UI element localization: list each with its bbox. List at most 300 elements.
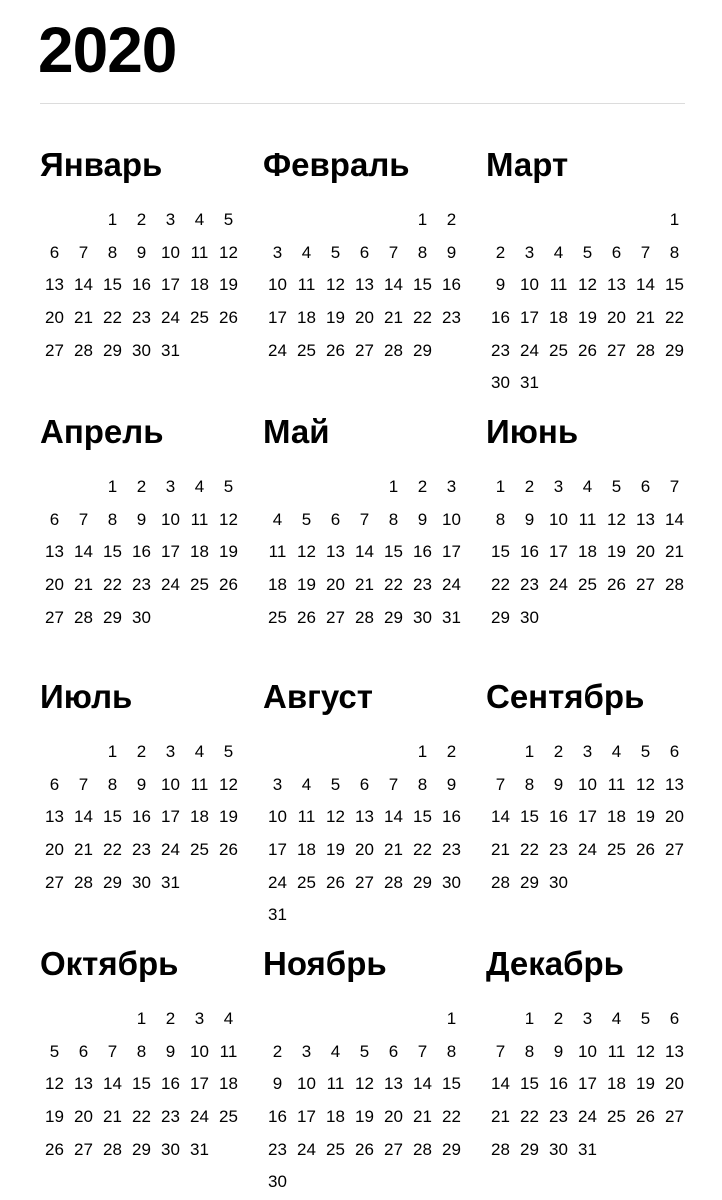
day-cell[interactable]: 13 — [45, 807, 64, 827]
day-cell[interactable]: 7 — [78, 509, 89, 529]
day-cell[interactable]: 5 — [611, 477, 622, 496]
day-cell[interactable]: 6 — [640, 477, 651, 496]
day-cell[interactable]: 18 — [297, 308, 316, 328]
day-cell[interactable]: 31 — [578, 1139, 597, 1159]
day-cell[interactable]: 18 — [297, 840, 316, 860]
day-cell[interactable]: 22 — [520, 840, 539, 860]
day-cell[interactable]: 1 — [136, 1009, 147, 1028]
day-cell[interactable]: 23 — [491, 340, 510, 360]
day-cell[interactable]: 30 — [442, 872, 461, 892]
day-cell[interactable]: 3 — [272, 774, 283, 794]
day-cell[interactable]: 4 — [330, 1041, 341, 1061]
day-cell[interactable]: 2 — [446, 210, 457, 229]
day-cell[interactable]: 2 — [136, 210, 147, 229]
day-cell[interactable]: 27 — [45, 872, 64, 892]
day-cell[interactable]: 21 — [491, 1107, 510, 1127]
day-cell[interactable]: 6 — [669, 1009, 680, 1028]
day-cell[interactable]: 23 — [442, 308, 461, 328]
day-cell[interactable]: 3 — [301, 1041, 312, 1061]
day-cell[interactable]: 3 — [165, 477, 176, 496]
day-cell[interactable]: 17 — [161, 542, 180, 562]
day-cell[interactable]: 23 — [132, 575, 151, 595]
day-cell[interactable]: 11 — [190, 774, 209, 794]
day-cell[interactable]: 3 — [272, 242, 283, 262]
day-cell[interactable]: 28 — [413, 1139, 432, 1159]
day-cell[interactable]: 20 — [45, 575, 64, 595]
day-cell[interactable]: 18 — [578, 542, 597, 562]
day-cell[interactable]: 29 — [520, 1139, 539, 1159]
day-cell[interactable]: 1 — [446, 1009, 457, 1028]
day-cell[interactable]: 22 — [413, 308, 432, 328]
day-cell[interactable]: 4 — [272, 509, 283, 529]
day-cell[interactable]: 8 — [417, 774, 428, 794]
day-cell[interactable]: 25 — [190, 308, 209, 328]
day-cell[interactable]: 26 — [636, 840, 655, 860]
day-cell[interactable]: 30 — [161, 1139, 180, 1159]
day-cell[interactable]: 1 — [107, 477, 118, 496]
day-cell[interactable]: 19 — [355, 1107, 374, 1127]
day-cell[interactable]: 22 — [491, 575, 510, 595]
day-cell[interactable]: 2 — [165, 1009, 176, 1028]
day-cell[interactable]: 13 — [45, 542, 64, 562]
day-cell[interactable]: 30 — [491, 373, 510, 393]
day-cell[interactable]: 7 — [359, 509, 370, 529]
day-cell[interactable]: 18 — [190, 807, 209, 827]
day-cell[interactable]: 20 — [665, 807, 684, 827]
day-cell[interactable]: 13 — [665, 774, 684, 794]
day-cell[interactable]: 18 — [190, 542, 209, 562]
day-cell[interactable]: 1 — [417, 742, 428, 761]
day-cell[interactable]: 29 — [491, 607, 510, 627]
day-cell[interactable]: 18 — [549, 308, 568, 328]
day-cell[interactable]: 4 — [582, 477, 593, 496]
day-cell[interactable]: 17 — [442, 542, 461, 562]
day-cell[interactable]: 28 — [74, 607, 93, 627]
day-cell[interactable]: 17 — [297, 1107, 316, 1127]
day-cell[interactable]: 4 — [553, 242, 564, 262]
day-cell[interactable]: 25 — [607, 1107, 626, 1127]
day-cell[interactable]: 29 — [132, 1139, 151, 1159]
day-cell[interactable]: 19 — [636, 1074, 655, 1094]
day-cell[interactable]: 10 — [442, 509, 461, 529]
day-cell[interactable]: 15 — [413, 275, 432, 295]
day-cell[interactable]: 12 — [326, 807, 345, 827]
day-cell[interactable]: 2 — [417, 477, 428, 496]
day-cell[interactable]: 8 — [388, 509, 399, 529]
day-cell[interactable]: 12 — [219, 774, 238, 794]
day-cell[interactable]: 20 — [74, 1107, 93, 1127]
day-cell[interactable]: 3 — [165, 210, 176, 229]
day-cell[interactable]: 27 — [636, 575, 655, 595]
day-cell[interactable]: 31 — [268, 905, 287, 925]
day-cell[interactable]: 23 — [132, 840, 151, 860]
day-cell[interactable]: 16 — [442, 807, 461, 827]
day-cell[interactable]: 15 — [103, 542, 122, 562]
day-cell[interactable]: 14 — [636, 275, 655, 295]
day-cell[interactable]: 30 — [413, 607, 432, 627]
day-cell[interactable]: 15 — [103, 807, 122, 827]
day-cell[interactable]: 11 — [607, 1041, 626, 1061]
day-cell[interactable]: 24 — [268, 872, 287, 892]
day-cell[interactable]: 22 — [384, 575, 403, 595]
day-cell[interactable]: 22 — [442, 1107, 461, 1127]
day-cell[interactable]: 20 — [607, 308, 626, 328]
day-cell[interactable]: 28 — [384, 340, 403, 360]
day-cell[interactable]: 2 — [446, 742, 457, 761]
day-cell[interactable]: 23 — [520, 575, 539, 595]
day-cell[interactable]: 28 — [103, 1139, 122, 1159]
day-cell[interactable]: 6 — [359, 774, 370, 794]
day-cell[interactable]: 10 — [190, 1041, 209, 1061]
day-cell[interactable]: 18 — [190, 275, 209, 295]
day-cell[interactable]: 19 — [219, 542, 238, 562]
day-cell[interactable]: 14 — [491, 807, 510, 827]
day-cell[interactable]: 25 — [190, 840, 209, 860]
day-cell[interactable]: 26 — [636, 1107, 655, 1127]
day-cell[interactable]: 14 — [665, 509, 684, 529]
day-cell[interactable]: 5 — [223, 742, 234, 761]
day-cell[interactable]: 13 — [355, 807, 374, 827]
day-cell[interactable]: 21 — [384, 308, 403, 328]
day-cell[interactable]: 30 — [132, 340, 151, 360]
day-cell[interactable]: 14 — [355, 542, 374, 562]
day-cell[interactable]: 16 — [442, 275, 461, 295]
day-cell[interactable]: 9 — [272, 1074, 283, 1094]
day-cell[interactable]: 28 — [491, 1139, 510, 1159]
day-cell[interactable]: 17 — [161, 275, 180, 295]
day-cell[interactable]: 24 — [549, 575, 568, 595]
day-cell[interactable]: 24 — [190, 1107, 209, 1127]
day-cell[interactable]: 13 — [665, 1041, 684, 1061]
day-cell[interactable]: 4 — [194, 210, 205, 229]
day-cell[interactable]: 24 — [268, 340, 287, 360]
day-cell[interactable]: 22 — [132, 1107, 151, 1127]
day-cell[interactable]: 9 — [417, 509, 428, 529]
day-cell[interactable]: 4 — [301, 774, 312, 794]
day-cell[interactable]: 5 — [223, 210, 234, 229]
day-cell[interactable]: 14 — [74, 807, 93, 827]
day-cell[interactable]: 9 — [446, 242, 457, 262]
day-cell[interactable]: 5 — [330, 242, 341, 262]
day-cell[interactable]: 21 — [491, 840, 510, 860]
day-cell[interactable]: 12 — [297, 542, 316, 562]
day-cell[interactable]: 8 — [107, 774, 118, 794]
day-cell[interactable]: 24 — [161, 308, 180, 328]
day-cell[interactable]: 26 — [297, 607, 316, 627]
day-cell[interactable]: 5 — [330, 774, 341, 794]
day-cell[interactable]: 16 — [132, 807, 151, 827]
day-cell[interactable]: 31 — [520, 373, 539, 393]
day-cell[interactable]: 7 — [78, 774, 89, 794]
day-cell[interactable]: 26 — [219, 308, 238, 328]
day-cell[interactable]: 26 — [326, 872, 345, 892]
day-cell[interactable]: 21 — [74, 308, 93, 328]
day-cell[interactable]: 13 — [45, 275, 64, 295]
day-cell[interactable]: 21 — [384, 840, 403, 860]
day-cell[interactable]: 13 — [74, 1074, 93, 1094]
day-cell[interactable]: 22 — [520, 1107, 539, 1127]
day-cell[interactable]: 2 — [272, 1041, 283, 1061]
day-cell[interactable]: 25 — [549, 340, 568, 360]
day-cell[interactable]: 12 — [355, 1074, 374, 1094]
day-cell[interactable]: 17 — [578, 1074, 597, 1094]
day-cell[interactable]: 9 — [136, 509, 147, 529]
day-cell[interactable]: 23 — [268, 1139, 287, 1159]
day-cell[interactable]: 8 — [669, 242, 680, 262]
day-cell[interactable]: 16 — [268, 1107, 287, 1127]
day-cell[interactable]: 11 — [578, 509, 597, 529]
day-cell[interactable]: 27 — [326, 607, 345, 627]
day-cell[interactable]: 1 — [107, 742, 118, 761]
day-cell[interactable]: 25 — [297, 340, 316, 360]
day-cell[interactable]: 1 — [388, 477, 399, 496]
day-cell[interactable]: 10 — [297, 1074, 316, 1094]
day-cell[interactable]: 6 — [359, 242, 370, 262]
day-cell[interactable]: 11 — [297, 275, 316, 295]
day-cell[interactable]: 18 — [607, 1074, 626, 1094]
day-cell[interactable]: 20 — [326, 575, 345, 595]
day-cell[interactable]: 27 — [665, 1107, 684, 1127]
day-cell[interactable]: 17 — [190, 1074, 209, 1094]
day-cell[interactable]: 21 — [74, 575, 93, 595]
day-cell[interactable]: 16 — [549, 807, 568, 827]
day-cell[interactable]: 12 — [326, 275, 345, 295]
day-cell[interactable]: 29 — [520, 872, 539, 892]
day-cell[interactable]: 20 — [384, 1107, 403, 1127]
day-cell[interactable]: 13 — [384, 1074, 403, 1094]
day-cell[interactable]: 2 — [553, 742, 564, 761]
day-cell[interactable]: 21 — [665, 542, 684, 562]
day-cell[interactable]: 25 — [190, 575, 209, 595]
day-cell[interactable]: 30 — [268, 1172, 287, 1192]
day-cell[interactable]: 15 — [665, 275, 684, 295]
day-cell[interactable]: 14 — [103, 1074, 122, 1094]
day-cell[interactable]: 7 — [78, 242, 89, 262]
day-cell[interactable]: 28 — [636, 340, 655, 360]
day-cell[interactable]: 11 — [297, 807, 316, 827]
day-cell[interactable]: 13 — [355, 275, 374, 295]
day-cell[interactable]: 6 — [330, 509, 341, 529]
day-cell[interactable]: 1 — [417, 210, 428, 229]
day-cell[interactable]: 10 — [578, 1041, 597, 1061]
day-cell[interactable]: 28 — [74, 340, 93, 360]
day-cell[interactable]: 27 — [665, 840, 684, 860]
day-cell[interactable]: 25 — [578, 575, 597, 595]
day-cell[interactable]: 31 — [161, 872, 180, 892]
day-cell[interactable]: 20 — [665, 1074, 684, 1094]
day-cell[interactable]: 12 — [45, 1074, 64, 1094]
day-cell[interactable]: 5 — [49, 1041, 60, 1061]
day-cell[interactable]: 21 — [74, 840, 93, 860]
day-cell[interactable]: 2 — [495, 242, 506, 262]
day-cell[interactable]: 6 — [49, 242, 60, 262]
day-cell[interactable]: 7 — [495, 774, 506, 794]
day-cell[interactable]: 2 — [553, 1009, 564, 1028]
day-cell[interactable]: 4 — [611, 1009, 622, 1028]
day-cell[interactable]: 2 — [136, 742, 147, 761]
day-cell[interactable]: 3 — [553, 477, 564, 496]
day-cell[interactable]: 19 — [45, 1107, 64, 1127]
day-cell[interactable]: 5 — [640, 1009, 651, 1028]
day-cell[interactable]: 18 — [326, 1107, 345, 1127]
day-cell[interactable]: 10 — [161, 242, 180, 262]
day-cell[interactable]: 8 — [107, 242, 118, 262]
day-cell[interactable]: 8 — [107, 509, 118, 529]
day-cell[interactable]: 1 — [495, 477, 506, 496]
day-cell[interactable]: 24 — [161, 840, 180, 860]
day-cell[interactable]: 30 — [132, 607, 151, 627]
day-cell[interactable]: 7 — [388, 774, 399, 794]
day-cell[interactable]: 23 — [413, 575, 432, 595]
day-cell[interactable]: 16 — [132, 542, 151, 562]
day-cell[interactable]: 10 — [268, 275, 287, 295]
day-cell[interactable]: 27 — [45, 340, 64, 360]
day-cell[interactable]: 6 — [611, 242, 622, 262]
day-cell[interactable]: 11 — [219, 1041, 238, 1061]
day-cell[interactable]: 14 — [491, 1074, 510, 1094]
day-cell[interactable]: 25 — [268, 607, 287, 627]
day-cell[interactable]: 3 — [194, 1009, 205, 1028]
day-cell[interactable]: 28 — [355, 607, 374, 627]
day-cell[interactable]: 21 — [636, 308, 655, 328]
day-cell[interactable]: 19 — [326, 308, 345, 328]
day-cell[interactable]: 22 — [103, 308, 122, 328]
day-cell[interactable]: 26 — [45, 1139, 64, 1159]
day-cell[interactable]: 18 — [268, 575, 287, 595]
day-cell[interactable]: 15 — [520, 807, 539, 827]
day-cell[interactable]: 26 — [219, 575, 238, 595]
day-cell[interactable]: 9 — [446, 774, 457, 794]
day-cell[interactable]: 12 — [636, 774, 655, 794]
day-cell[interactable]: 16 — [549, 1074, 568, 1094]
day-cell[interactable]: 10 — [520, 275, 539, 295]
day-cell[interactable]: 3 — [165, 742, 176, 761]
day-cell[interactable]: 28 — [384, 872, 403, 892]
day-cell[interactable]: 10 — [549, 509, 568, 529]
day-cell[interactable]: 29 — [442, 1139, 461, 1159]
day-cell[interactable]: 27 — [607, 340, 626, 360]
day-cell[interactable]: 15 — [520, 1074, 539, 1094]
day-cell[interactable]: 18 — [607, 807, 626, 827]
day-cell[interactable]: 8 — [495, 509, 506, 529]
day-cell[interactable]: 1 — [107, 210, 118, 229]
day-cell[interactable]: 5 — [582, 242, 593, 262]
day-cell[interactable]: 5 — [223, 477, 234, 496]
day-cell[interactable]: 26 — [578, 340, 597, 360]
day-cell[interactable]: 14 — [384, 807, 403, 827]
day-cell[interactable]: 19 — [326, 840, 345, 860]
day-cell[interactable]: 31 — [190, 1139, 209, 1159]
day-cell[interactable]: 30 — [549, 1139, 568, 1159]
day-cell[interactable]: 28 — [491, 872, 510, 892]
day-cell[interactable]: 26 — [326, 340, 345, 360]
day-cell[interactable]: 24 — [520, 340, 539, 360]
day-cell[interactable]: 1 — [524, 1009, 535, 1028]
day-cell[interactable]: 22 — [103, 840, 122, 860]
day-cell[interactable]: 4 — [194, 742, 205, 761]
day-cell[interactable]: 3 — [524, 242, 535, 262]
day-cell[interactable]: 13 — [607, 275, 626, 295]
day-cell[interactable]: 23 — [161, 1107, 180, 1127]
day-cell[interactable]: 8 — [524, 774, 535, 794]
day-cell[interactable]: 31 — [161, 340, 180, 360]
day-cell[interactable]: 25 — [219, 1107, 238, 1127]
day-cell[interactable]: 11 — [190, 509, 209, 529]
day-cell[interactable]: 15 — [103, 275, 122, 295]
day-cell[interactable]: 20 — [45, 308, 64, 328]
day-cell[interactable]: 18 — [219, 1074, 238, 1094]
day-cell[interactable]: 14 — [74, 542, 93, 562]
day-cell[interactable]: 9 — [136, 242, 147, 262]
day-cell[interactable]: 21 — [355, 575, 374, 595]
day-cell[interactable]: 29 — [413, 340, 432, 360]
day-cell[interactable]: 3 — [582, 742, 593, 761]
day-cell[interactable]: 25 — [297, 872, 316, 892]
day-cell[interactable]: 2 — [136, 477, 147, 496]
day-cell[interactable]: 8 — [524, 1041, 535, 1061]
day-cell[interactable]: 5 — [640, 742, 651, 761]
day-cell[interactable]: 19 — [219, 807, 238, 827]
day-cell[interactable]: 7 — [495, 1041, 506, 1061]
day-cell[interactable]: 28 — [74, 872, 93, 892]
day-cell[interactable]: 16 — [520, 542, 539, 562]
day-cell[interactable]: 13 — [326, 542, 345, 562]
day-cell[interactable]: 15 — [132, 1074, 151, 1094]
day-cell[interactable]: 26 — [355, 1139, 374, 1159]
day-cell[interactable]: 17 — [268, 308, 287, 328]
day-cell[interactable]: 5 — [301, 509, 312, 529]
day-cell[interactable]: 3 — [582, 1009, 593, 1028]
day-cell[interactable]: 13 — [636, 509, 655, 529]
day-cell[interactable]: 10 — [578, 774, 597, 794]
day-cell[interactable]: 29 — [413, 872, 432, 892]
day-cell[interactable]: 9 — [553, 774, 564, 794]
day-cell[interactable]: 14 — [74, 275, 93, 295]
day-cell[interactable]: 30 — [132, 872, 151, 892]
day-cell[interactable]: 23 — [549, 840, 568, 860]
day-cell[interactable]: 17 — [549, 542, 568, 562]
day-cell[interactable]: 11 — [268, 542, 287, 562]
day-cell[interactable]: 12 — [219, 242, 238, 262]
day-cell[interactable]: 6 — [78, 1041, 89, 1061]
day-cell[interactable]: 12 — [219, 509, 238, 529]
day-cell[interactable]: 8 — [446, 1041, 457, 1061]
day-cell[interactable]: 17 — [161, 807, 180, 827]
day-cell[interactable]: 25 — [607, 840, 626, 860]
day-cell[interactable]: 14 — [413, 1074, 432, 1094]
day-cell[interactable]: 12 — [578, 275, 597, 295]
day-cell[interactable]: 11 — [549, 275, 568, 295]
day-cell[interactable]: 19 — [297, 575, 316, 595]
day-cell[interactable]: 11 — [326, 1074, 345, 1094]
day-cell[interactable]: 17 — [578, 807, 597, 827]
day-cell[interactable]: 20 — [45, 840, 64, 860]
day-cell[interactable]: 27 — [355, 340, 374, 360]
day-cell[interactable]: 3 — [446, 477, 457, 496]
day-cell[interactable]: 27 — [384, 1139, 403, 1159]
day-cell[interactable]: 27 — [74, 1139, 93, 1159]
day-cell[interactable]: 9 — [524, 509, 535, 529]
day-cell[interactable]: 27 — [45, 607, 64, 627]
day-cell[interactable]: 6 — [49, 774, 60, 794]
day-cell[interactable]: 14 — [384, 275, 403, 295]
day-cell[interactable]: 23 — [442, 840, 461, 860]
day-cell[interactable]: 12 — [607, 509, 626, 529]
day-cell[interactable]: 19 — [578, 308, 597, 328]
day-cell[interactable]: 26 — [219, 840, 238, 860]
day-cell[interactable]: 9 — [553, 1041, 564, 1061]
day-cell[interactable]: 24 — [297, 1139, 316, 1159]
